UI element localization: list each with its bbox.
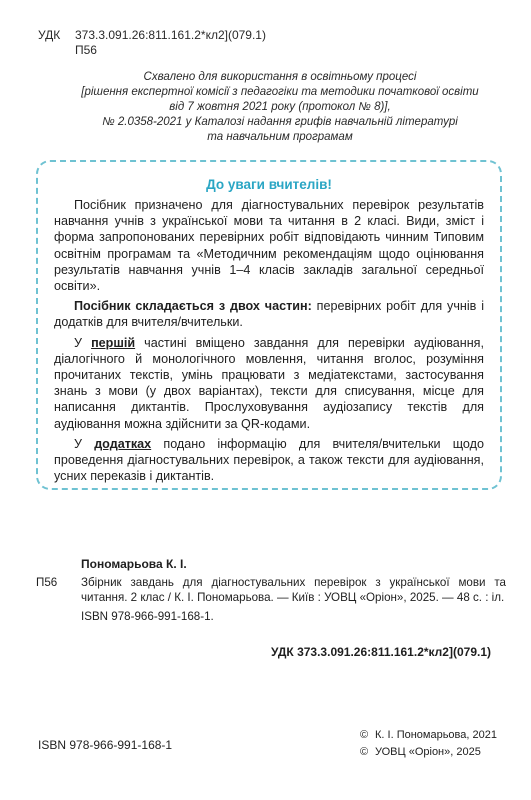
catalog-code: П56	[75, 43, 97, 57]
copyright-block	[360, 727, 497, 761]
approval-statement	[60, 70, 500, 145]
appendix-text: подано інформацію для вчителя/вчительки щодо проведення діагностувальних перевірок, а також тексти для аудіювання, усних переказів і диктантів.	[54, 436, 484, 484]
first-part-prefix: У	[74, 335, 92, 350]
udk-label: УДК	[38, 28, 61, 42]
catalog-record	[36, 557, 506, 624]
appendix-prefix: У	[74, 436, 95, 451]
appendix-bold: додатках	[94, 436, 152, 451]
catalog-isbn: ISBN 978-966-991-168-1.	[81, 610, 214, 623]
notice-paragraph-first-part	[54, 335, 484, 432]
footer-isbn: ISBN 978-966-991-168-1	[38, 738, 173, 752]
notice-title: До уваги вчителів!	[206, 177, 332, 192]
notice-paragraph-appendix	[54, 436, 484, 485]
first-part-bold: першій	[91, 335, 136, 350]
notice-paragraph-purpose: Посібник призначено для діагностувальних перевірок результатів навчання учнів з української мови та читання в 2 класі. Види, зміст і форма запропонованих перевірних робіт відповідають чинним Типовим освітнім програмам та «Методичним рекомендаціям щодо оцінювання результатів навчання учнів 1–4 класів закладів загальної середньої освіти».	[54, 198, 484, 294]
udk-line	[38, 28, 266, 43]
approval-line: [рішення експертної комісії з педагогіки та методики початкової освіти	[81, 86, 479, 98]
copyright-icon: ©	[360, 729, 369, 741]
approval-line: та навчальним програмам	[207, 131, 353, 143]
notice-paragraph-structure	[54, 298, 484, 330]
udk-code: 373.3.091.26:811.161.2*кл2](079.1)	[75, 28, 266, 42]
catalog-description: Збірник завдань для діагностувальних перевірок з української мови та читання. 2 клас / К. І. Пономарьова. — Київ : УОВЦ «Оріон», 2025. — 48 с. : іл.	[81, 576, 506, 604]
approval-line: від 7 жовтня 2021 року (протокол № 8)],	[169, 101, 391, 113]
structure-text: перевірних робіт для учнів і додатків для вчителя/вчительки.	[54, 299, 484, 330]
catalog-udk: УДК 373.3.091.26:811.161.2*кл2](079.1)	[271, 645, 491, 659]
structure-bold: Посібник складається з двох частин:	[74, 299, 312, 314]
copyright-publisher: УОВЦ «Оріон», 2025	[375, 746, 481, 758]
copyright-line-publisher	[360, 744, 497, 761]
header-udk-block	[38, 28, 266, 58]
catalog-row	[36, 575, 506, 605]
copyright-line-author	[360, 727, 497, 744]
copyright-author: К. І. Пономарьова, 2021	[375, 729, 497, 741]
approval-line: № 2.0358-2021 у Каталозі надання грифів навчальній літературі	[102, 116, 458, 128]
catalog-author: Пономарьова К. І.	[81, 557, 187, 571]
catalog-record-code: П56	[36, 576, 58, 589]
first-part-text: частині вміщено завдання для перевірки аудіювання, діалогічного й монологічного мовлення, читання вголос, розуміння прочитаних текстів, умінь працювати з медіатекстами, застосування знань з мови (у двох варіантах), тексти для списування, місце для написання диктантів. Прослуховування аудіозапису текстів для аудіювання можна здійснити за QR-кодами.	[54, 335, 484, 431]
teacher-notice-box	[36, 160, 502, 490]
copyright-icon: ©	[360, 746, 369, 758]
approval-line: Схвалено для використання в освітньому процесі	[143, 71, 417, 83]
